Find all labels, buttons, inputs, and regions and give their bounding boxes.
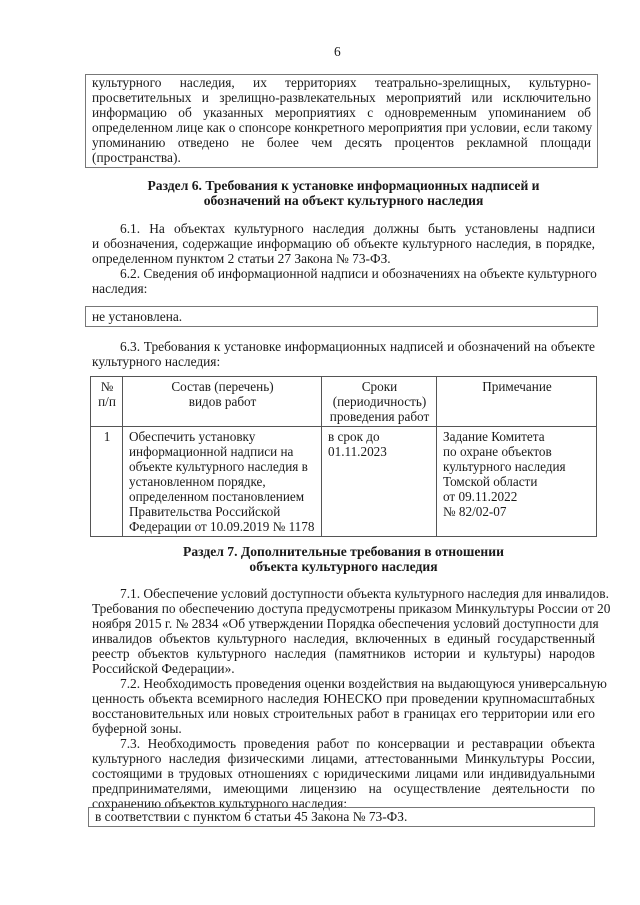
field-7-3-value bbox=[88, 807, 595, 827]
box-text bbox=[92, 75, 591, 165]
paragraph-7-1 bbox=[92, 586, 611, 676]
text-line: ценность объекта всемирного наследия ЮНЕСКО при проведении крупномасштабных bbox=[92, 691, 595, 706]
cell-line: Примечание bbox=[482, 379, 552, 394]
cell-line: информационной надписи на bbox=[129, 444, 294, 459]
table-header-row bbox=[91, 377, 597, 427]
paragraph-6-2 bbox=[92, 266, 595, 296]
header-work-types bbox=[123, 377, 322, 427]
cell-line: Правительства Российской bbox=[129, 504, 281, 519]
text-line: 7.3. Необходимость проведения работ по консервации и реставрации объекта bbox=[120, 736, 595, 751]
table-row bbox=[91, 427, 597, 537]
section-6-heading bbox=[90, 178, 597, 208]
cell-line: Обеспечить установку bbox=[129, 429, 256, 444]
cell-line: видов работ bbox=[188, 394, 257, 409]
cell-line: 1 bbox=[103, 429, 111, 444]
heading-line: Раздел 6. Требования к установке информационных надписей и bbox=[147, 178, 540, 193]
text-line: определенном пунктом 2 статьи 27 Закона № 73-ФЗ. bbox=[92, 251, 391, 266]
cell-line: от 09.11.2022 bbox=[443, 489, 518, 504]
cell-line: Состав (перечень) bbox=[171, 379, 274, 394]
cell-line: культурного наследия bbox=[443, 459, 566, 474]
cell-line: № bbox=[100, 379, 114, 394]
cell-line: № 82/02-07 bbox=[443, 504, 507, 519]
value-text: в соответствии с пунктом 6 статьи 45 Закона № 73-ФЗ. bbox=[95, 809, 408, 824]
text-line: ноября 2015 г. № 2834 «Об утверждении Порядка обеспечения условий доступности для bbox=[92, 616, 599, 631]
text-line: упоминанию отведено не более чем десять процентов рекламной площади bbox=[92, 135, 591, 150]
quoted-text-box bbox=[85, 74, 598, 168]
cell-line: Задание Комитета bbox=[443, 429, 545, 444]
cell-deadline bbox=[322, 427, 437, 537]
cell-line: в срок до bbox=[328, 429, 380, 444]
text-line: определенном лице как о спонсоре конкретного мероприятия при условии, если такому bbox=[92, 120, 593, 135]
text-line: (пространства). bbox=[92, 150, 181, 165]
text-line: сохранению объектов культурного наследия: bbox=[92, 796, 348, 811]
header-deadlines bbox=[322, 377, 437, 427]
paragraph-6-1 bbox=[92, 221, 595, 266]
text-line: буферной зоны. bbox=[92, 721, 182, 736]
text-line: культурного наследия физическими лицами, аттестованными Минкультуры России, bbox=[92, 751, 595, 766]
text-line: 6.1. На объектах культурного наследия должны быть установлены надписи bbox=[120, 221, 595, 236]
header-number bbox=[91, 377, 123, 427]
text-line: Российской Федерации». bbox=[92, 661, 235, 676]
text-line: инвалидов объектов культурного наследия, включенных в единый государственный bbox=[92, 631, 595, 646]
text-line: состоящими в трудовых отношениях с юридическими лицами или индивидуальными bbox=[92, 766, 595, 781]
heading-line: Раздел 7. Дополнительные требования в отношении bbox=[183, 544, 504, 559]
requirements-table bbox=[90, 376, 597, 537]
field-6-2-value bbox=[85, 306, 598, 327]
cell-line: Федерации от 10.09.2019 № 1178 bbox=[129, 519, 315, 534]
text-line: Требования по обеспечению доступа предусмотрены приказом Минкультуры России от 20 bbox=[92, 601, 611, 616]
text-line: 6.2. Сведения об информационной надписи и обозначениях на объекте культурного bbox=[120, 266, 597, 281]
cell-line: Сроки bbox=[361, 379, 398, 394]
cell-work bbox=[123, 427, 322, 537]
cell-line: проведения работ bbox=[329, 409, 430, 424]
cell-line: по охране объектов bbox=[443, 444, 552, 459]
cell-line: 01.11.2023 bbox=[328, 444, 387, 459]
cell-number bbox=[91, 427, 123, 537]
text-line: 7.1. Обеспечение условий доступности объекта культурного наследия для инвалидов. bbox=[120, 586, 609, 601]
text-line: предпринимателями, имеющими лицензию на осуществление деятельности по bbox=[92, 781, 595, 796]
text-line: 7.2. Необходимость проведения оценки воздействия на выдающуюся универсальную bbox=[120, 676, 607, 691]
cell-note bbox=[437, 427, 597, 537]
cell-line: (периодичность) bbox=[332, 394, 427, 409]
text-line: информацию об указанных мероприятиях с одновременным упоминанием об bbox=[92, 105, 591, 120]
text-line: культурного наследия: bbox=[92, 354, 221, 369]
page-number: 6 bbox=[334, 44, 341, 59]
heading-line: обозначений на объект культурного наследия bbox=[203, 193, 484, 208]
text-line: просветительных и зрелищно-развлекательных мероприятий или исключительно bbox=[92, 90, 591, 105]
cell-line: определенном постановлением bbox=[129, 489, 305, 504]
paragraph-7-2 bbox=[92, 676, 607, 736]
cell-line: п/п bbox=[98, 394, 116, 409]
value-text: не установлена. bbox=[92, 309, 183, 324]
cell-line: объекте культурного наследия в bbox=[129, 459, 308, 474]
text-line: культурного наследия, их территориях театрально-зрелищных, культурно- bbox=[92, 75, 591, 90]
cell-line: установленном порядке, bbox=[129, 474, 266, 489]
paragraph-7-3 bbox=[92, 736, 595, 811]
text-line: и обозначения, содержащие информацию об объекте культурного наследия, в порядке, bbox=[92, 236, 595, 251]
section-7-heading bbox=[90, 544, 597, 574]
text-line: 6.3. Требования к установке информационных надписей и обозначений на объекте bbox=[120, 339, 595, 354]
text-line: наследия: bbox=[92, 281, 148, 296]
heading-line: объекта культурного наследия bbox=[249, 559, 438, 574]
text-line: восстановительных или новых строительных работ в границах его территории или его bbox=[92, 706, 595, 721]
paragraph-6-3 bbox=[92, 339, 595, 369]
header-notes bbox=[437, 377, 597, 427]
text-line: реестр объектов культурного наследия (памятников истории и культуры) народов bbox=[92, 646, 595, 661]
cell-line: Томской области bbox=[443, 474, 538, 489]
